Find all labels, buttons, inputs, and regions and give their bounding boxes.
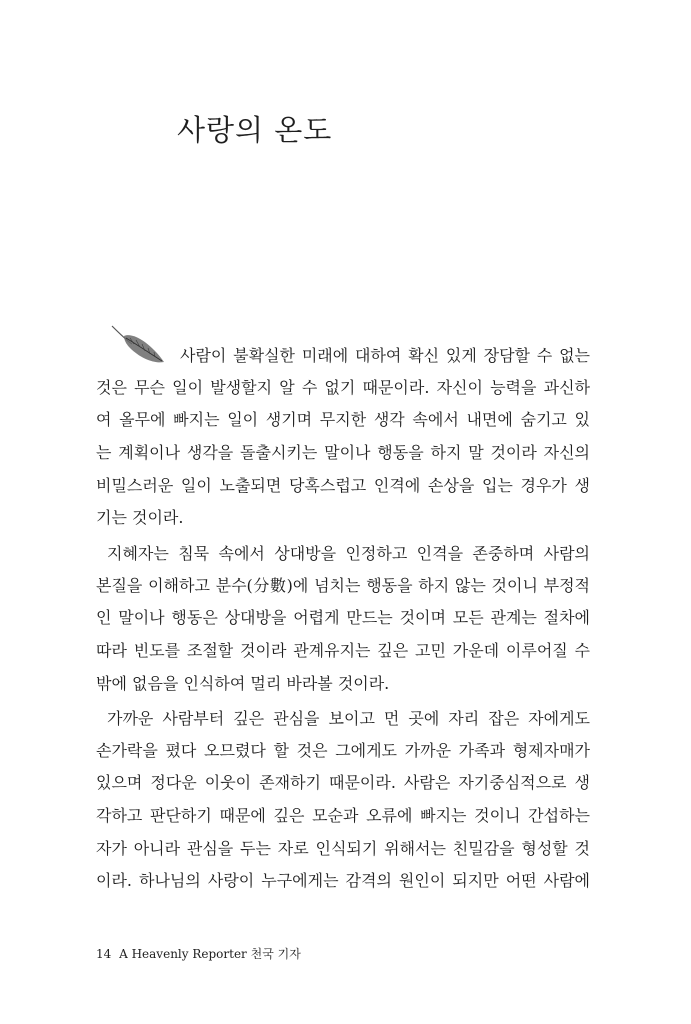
body-text-line: 인 말이나 행동은 상대방을 어렵게 만드는 것이며 모든 관계는 절차에 bbox=[96, 608, 590, 627]
body-text-line: 있으며 정다운 이웃이 존재하기 때문이라. 사람은 자기중심적으로 생 bbox=[96, 773, 590, 792]
page-title: 사랑의 온도 bbox=[177, 113, 333, 147]
body-text-line: 본질을 이해하고 분수(分數)에 넘치는 행동을 하지 않는 것이니 부정적 bbox=[96, 576, 590, 595]
body-text-line: 지혜자는 침묵 속에서 상대방을 인정하고 인격을 존중하며 사람의 bbox=[107, 544, 590, 563]
body-text-line: 사람이 불확실한 미래에 대하여 확신 있게 장담할 수 없는 bbox=[180, 346, 590, 365]
body-text-line: 것은 무슨 일이 발생할지 알 수 없기 때문이라. 자신이 능력을 과신하 bbox=[96, 378, 590, 397]
running-title: A Heavenly Reporter 천국 기자 bbox=[119, 947, 301, 961]
body-text-line: 가까운 사람부터 깊은 관심을 보이고 먼 곳에 자리 잡은 자에게도 bbox=[107, 709, 590, 728]
feather-icon bbox=[110, 322, 166, 368]
page-footer bbox=[96, 945, 305, 963]
body-text-line: 자가 아니라 관심을 두는 자로 인식되기 위해서는 친밀감을 형성할 것 bbox=[96, 839, 590, 858]
body-text-line: 밖에 없음을 인식하여 멀리 바라볼 것이라. bbox=[96, 674, 390, 693]
body-text-line: 각하고 판단하기 때문에 깊은 모순과 오류에 빠지는 것이니 간섭하는 bbox=[96, 806, 590, 825]
body-text-line: 이라. 하나님의 사랑이 누구에게는 감격의 원인이 되지만 어떤 사람에 bbox=[96, 871, 590, 890]
body-text-line: 는 계획이나 생각을 돌출시키는 말이나 행동을 하지 말 것이라 자신의 bbox=[96, 443, 590, 462]
body-text-line: 비밀스러운 일이 노출되면 당혹스럽고 인격에 손상을 입는 경우가 생 bbox=[96, 476, 590, 495]
body-text-line: 따라 빈도를 조절할 것이라 관계유지는 깊은 고민 가운데 이루어질 수 bbox=[96, 641, 590, 660]
body-text-line: 손가락을 폈다 오므렸다 할 것은 그에게도 가까운 가족과 형제자매가 bbox=[96, 741, 590, 760]
page-number: 14 bbox=[96, 947, 112, 961]
body-text-line: 기는 것이라. bbox=[96, 508, 184, 527]
body-text-line: 여 올무에 빠지는 일이 생기며 무지한 생각 속에서 내면에 숨기고 있 bbox=[96, 410, 590, 429]
